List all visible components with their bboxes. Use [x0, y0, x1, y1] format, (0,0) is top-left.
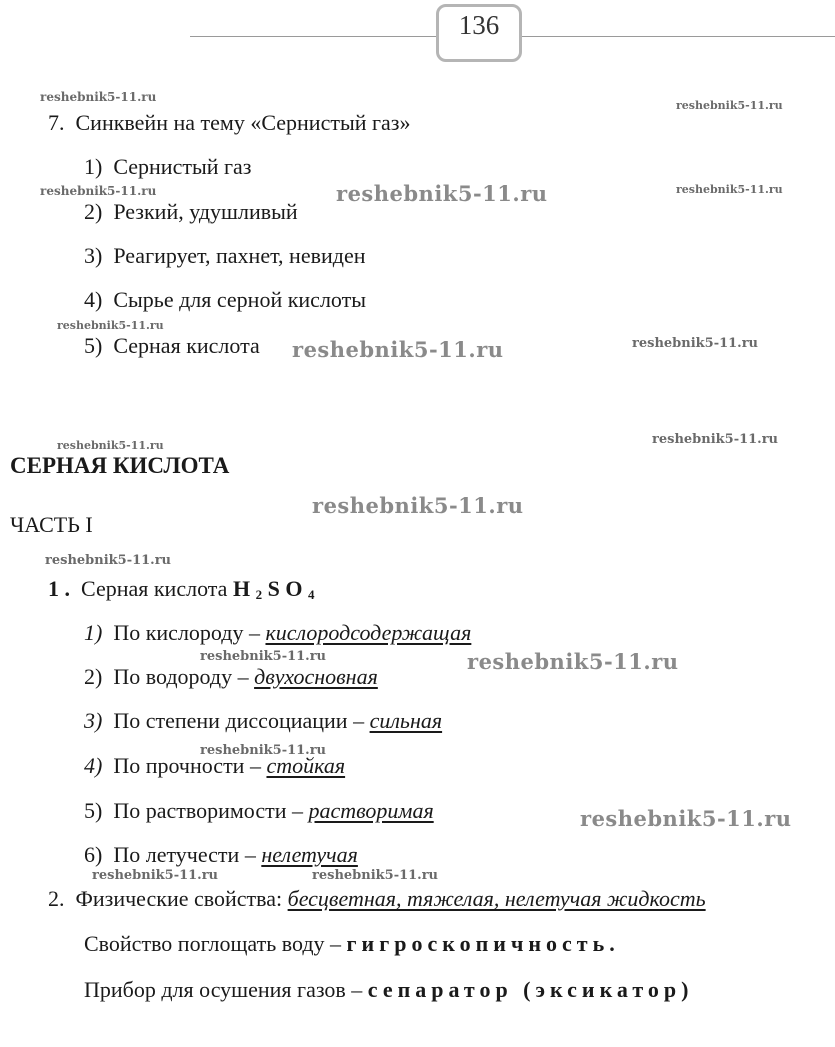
- list-item: 5) По растворимости – растворимая: [84, 798, 434, 823]
- answer: нелетучая: [261, 842, 358, 867]
- answer: бесцветная, тяжелая, нелетучая жидкость: [287, 886, 706, 911]
- watermark: reshebnik5-11.ru: [676, 99, 783, 112]
- watermark: reshebnik5-11.ru: [676, 183, 783, 196]
- watermark: reshebnik5-11.ru: [312, 868, 439, 883]
- watermark: reshebnik5-11.ru: [200, 743, 327, 758]
- watermark: reshebnik5-11.ru: [40, 184, 157, 198]
- answer: сильная: [369, 708, 443, 733]
- watermark: reshebnik5-11.ru: [292, 337, 504, 362]
- answer: гигроскопичность.: [346, 931, 620, 956]
- list-item: 3) По степени диссоциации – сильная: [84, 708, 443, 733]
- watermark: reshebnik5-11.ru: [632, 336, 759, 351]
- list-item: 4) По прочности – стойкая: [84, 753, 346, 778]
- q1-text: Серная кислота: [81, 576, 228, 601]
- list-item: 1) По кислороду – кислородсодержащая: [84, 620, 472, 645]
- q2-line: 2. Физические свойства: бесцветная, тяжелая, нелетучая жидкость: [48, 886, 706, 911]
- q1-formula: H $_2$ S O $_4$: [232, 576, 315, 602]
- list-item: 1) Сернистый газ: [84, 154, 252, 179]
- page-number: 136: [458, 10, 500, 40]
- section-heading: СЕРНАЯ КИСЛОТА: [10, 453, 230, 478]
- list-item: 5) Серная кислота: [84, 333, 260, 358]
- watermark: reshebnik5-11.ru: [57, 439, 164, 452]
- answer: растворимая: [308, 798, 434, 823]
- answer: двухосновная: [254, 664, 378, 689]
- list-item: 6) По летучести – нелетучая: [84, 842, 358, 867]
- watermark: reshebnik5-11.ru: [336, 181, 548, 206]
- section7-title-line: [48, 110, 410, 136]
- watermark: reshebnik5-11.ru: [200, 649, 327, 664]
- watermark: reshebnik5-11.ru: [40, 90, 157, 104]
- header-rule-right: [522, 36, 835, 37]
- header-rule-left: [190, 36, 436, 37]
- answer: сепаратор (эксикатор): [367, 977, 694, 1002]
- answer: стойкая: [266, 753, 346, 778]
- q1-title-line: [48, 576, 314, 603]
- answer: кислородсодержащая: [265, 620, 472, 645]
- list-item: 2) Резкий, удушливый: [84, 199, 298, 224]
- list-item: 2) По водороду – двухосновная: [84, 664, 378, 689]
- q1-number: 1 .: [48, 576, 70, 601]
- watermark: reshebnik5-11.ru: [92, 868, 219, 883]
- watermark: reshebnik5-11.ru: [580, 806, 792, 831]
- watermark: reshebnik5-11.ru: [652, 432, 779, 447]
- list-item: 4) Сырье для серной кислоты: [84, 287, 367, 312]
- q2-line2: Свойство поглощать воду – гигроскопичность.: [84, 931, 620, 956]
- list-item: 3) Реагирует, пахнет, невиден: [84, 243, 366, 268]
- watermark: reshebnik5-11.ru: [467, 649, 679, 674]
- watermark: reshebnik5-11.ru: [57, 319, 164, 332]
- q2-number: 2.: [48, 886, 65, 911]
- part-title: ЧАСТЬ I: [10, 512, 93, 537]
- watermark: reshebnik5-11.ru: [312, 493, 524, 518]
- section7-title: Синквейн на тему «Сернистый газ»: [75, 110, 411, 135]
- q2-line3: Прибор для осушения газов – сепаратор (эксикатор): [84, 977, 694, 1002]
- watermark: reshebnik5-11.ru: [45, 553, 172, 568]
- section7-number: 7.: [48, 110, 65, 135]
